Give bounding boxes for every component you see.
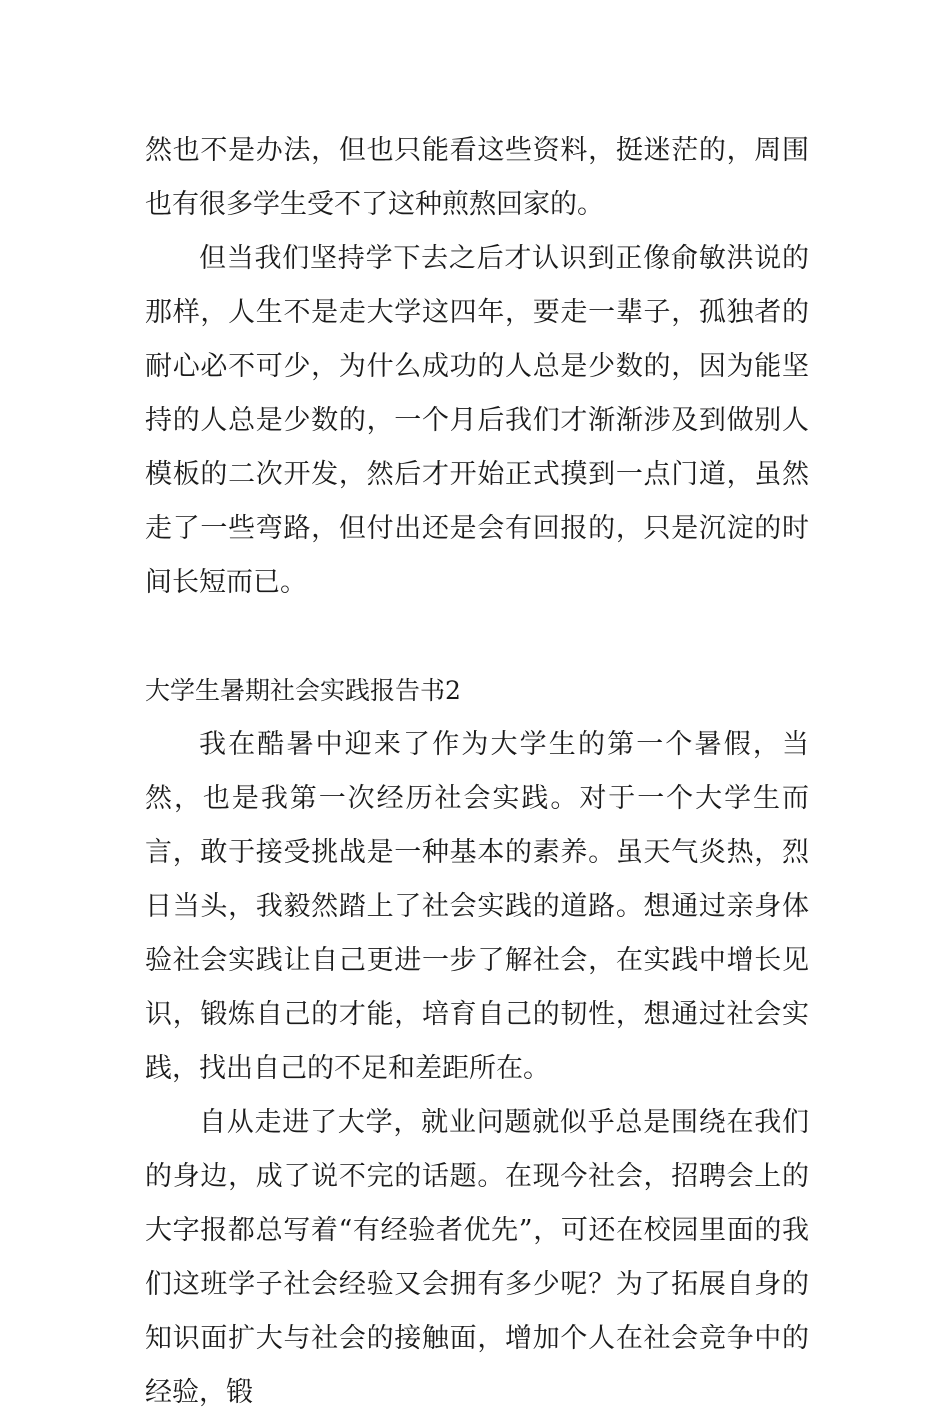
- paragraph-employment: 自从走进了大学，就业问题就似乎总是围绕在我们的身边，成了说不完的话题。在现今社会，招聘会上的大字报都总写着“有经验者优先”，可还在校园里面的我们这班学子社会经验又会拥有多少呢？为了拓展自身的知识面扩大与社会的接触面，增加个人在社会竞争中的经验，锻: [145, 1107, 809, 1408]
- section-heading: 大学生暑期社会实践报告书2: [145, 676, 461, 705]
- paragraph-first-summer: 我在酷暑中迎来了作为大学生的第一个暑假，当然，也是我第一次经历社会实践。对于一个大学生而言，敢于接受挑战是一种基本的素养。虽天气炎热，烈日当头，我毅然踏上了社会实践的道路。想通过亲身体验社会实践让自己更进一步了解社会，在实践中增长见识，锻炼自己的才能，培育自己的韧性，想通过社会实践，找出自己的不足和差距所在。: [145, 729, 809, 1084]
- document-body: [145, 124, 809, 1420]
- paragraph-persistence: 但当我们坚持学下去之后才认识到正像俞敏洪说的那样，人生不是走大学这四年，要走一辈子，孤独者的耐心必不可少，为什么成功的人总是少数的，因为能坚持的人总是少数的，一个月后我们才渐渐涉及到做别人模板的二次开发，然后才开始正式摸到一点门道，虽然走了一些弯路，但付出还是会有回报的，只是沉淀的时间长短而已。: [145, 243, 809, 598]
- paragraph-continuation: 然也不是办法，但也只能看这些资料，挺迷茫的，周围也有很多学生受不了这种煎熬回家的。: [145, 135, 809, 220]
